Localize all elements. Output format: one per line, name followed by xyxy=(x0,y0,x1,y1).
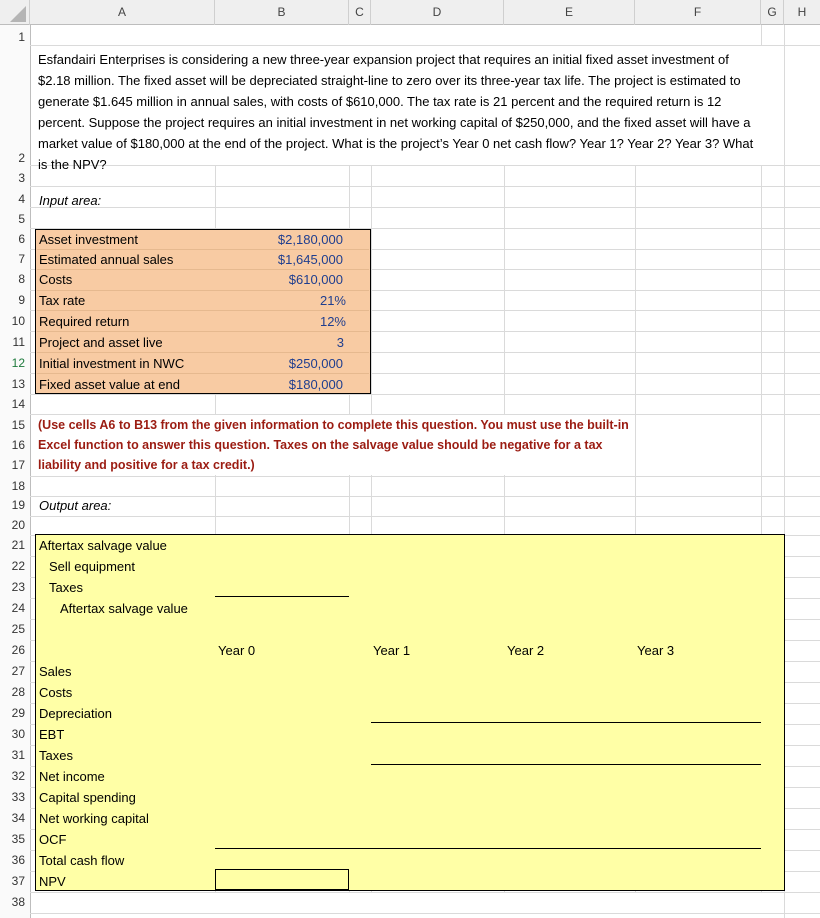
input-row-divider xyxy=(37,249,369,250)
input-value-annual-sales[interactable]: $1,645,000 xyxy=(277,252,343,267)
year-0-header: Year 0 xyxy=(218,643,256,658)
problem-text-line: generate $1.645 million in annual sales, with costs of $610,000. The tax rate is 21 percent and the required return is 12 xyxy=(38,94,722,109)
row-header-37[interactable]: 37 xyxy=(11,874,25,888)
row-header-33[interactable]: 33 xyxy=(11,790,25,804)
row-header-6[interactable]: 6 xyxy=(18,232,25,246)
input-label-costs[interactable]: Costs xyxy=(39,272,73,287)
input-label-asset-investment[interactable]: Asset investment xyxy=(39,232,138,247)
row-header-26[interactable]: 26 xyxy=(11,643,25,657)
input-value-asset-investment[interactable]: $2,180,000 xyxy=(277,232,343,247)
column-header-b[interactable]: B xyxy=(215,0,349,25)
row-gridline xyxy=(30,516,820,517)
row-header-14[interactable]: 14 xyxy=(11,397,25,411)
row-header-18[interactable]: 18 xyxy=(11,479,25,493)
input-value-fixed-asset-value[interactable]: $180,000 xyxy=(288,377,343,392)
output-answer-grid[interactable] xyxy=(215,661,761,868)
column-header-g[interactable]: G xyxy=(761,0,784,25)
input-row-divider xyxy=(37,290,369,291)
row-header-20[interactable]: 20 xyxy=(11,518,25,532)
salvage-aftertax-label: Aftertax salvage value xyxy=(60,601,188,616)
input-value-project-life[interactable]: 3 xyxy=(336,335,344,350)
salvage-taxes-answer[interactable] xyxy=(215,577,349,597)
input-label-project-life[interactable]: Project and asset live xyxy=(39,335,163,350)
salvage-taxes-label: Taxes xyxy=(49,580,83,595)
row-header-35[interactable]: 35 xyxy=(11,832,25,846)
output-label-net-working-capital: Net working capital xyxy=(39,811,149,826)
row-header-29[interactable]: 29 xyxy=(11,706,25,720)
instruction-line: Excel function to answer this question. Taxes on the salvage value should be negative for a tax xyxy=(38,438,603,452)
input-row-divider xyxy=(37,310,369,311)
problem-text-line: is the NPV? xyxy=(38,157,107,172)
column-header-a[interactable]: A xyxy=(30,0,215,25)
row-header-21[interactable]: 21 xyxy=(11,538,25,552)
input-label-initial-nwc[interactable]: Initial investment in NWC xyxy=(39,356,185,371)
column-header-e[interactable]: E xyxy=(504,0,635,25)
input-row-divider xyxy=(37,269,369,270)
row-header-32[interactable]: 32 xyxy=(11,769,25,783)
instruction-line: (Use cells A6 to B13 from the given information to complete this question. You must use the built-in xyxy=(38,418,629,432)
row-header-11[interactable]: 11 xyxy=(12,335,25,349)
row-header-13[interactable]: 13 xyxy=(11,377,25,391)
row-header-12[interactable]: 12 xyxy=(11,356,25,370)
row-header-30[interactable]: 30 xyxy=(11,727,25,741)
output-label-ebt: EBT xyxy=(39,727,65,742)
input-value-costs[interactable]: $610,000 xyxy=(288,272,343,287)
row-gridline xyxy=(30,186,820,187)
row-header-8[interactable]: 8 xyxy=(18,272,25,286)
row-gridline xyxy=(30,207,820,208)
output-label-costs: Costs xyxy=(39,685,73,700)
row-header-34[interactable]: 34 xyxy=(11,811,25,825)
column-header-d[interactable]: D xyxy=(371,0,504,25)
row-header-17[interactable]: 17 xyxy=(11,458,25,472)
row-gridline xyxy=(30,496,820,497)
input-label-required-return[interactable]: Required return xyxy=(39,314,130,329)
row-header-3[interactable]: 3 xyxy=(18,171,25,185)
input-area-label: Input area: xyxy=(39,193,102,208)
column-header-c[interactable]: C xyxy=(349,0,371,25)
npv-answer-cell[interactable] xyxy=(215,869,349,890)
year-2-header: Year 2 xyxy=(507,643,545,658)
input-label-fixed-asset-value[interactable]: Fixed asset value at end xyxy=(39,377,180,392)
row-gridline xyxy=(30,476,820,477)
problem-text-line: $2.18 million. The fixed asset will be depreciated straight-line to zero over its three-year tax life. The project is estimated to xyxy=(38,73,741,88)
row-header-24[interactable]: 24 xyxy=(11,601,25,615)
row-header-19[interactable]: 19 xyxy=(11,498,25,512)
row-gridline xyxy=(30,165,820,166)
row-gridline xyxy=(30,394,820,395)
row-header-2[interactable]: 2 xyxy=(18,151,25,165)
output-label-capital-spending: Capital spending xyxy=(39,790,136,805)
output-label-npv: NPV xyxy=(39,874,66,889)
salvage-title: Aftertax salvage value xyxy=(39,538,167,553)
output-label-ocf: OCF xyxy=(39,832,67,847)
row-header-7[interactable]: 7 xyxy=(18,252,25,266)
row-header-5[interactable]: 5 xyxy=(18,212,25,226)
row-header-1[interactable]: 1 xyxy=(18,30,25,44)
row-header-9[interactable]: 9 xyxy=(18,293,25,307)
input-value-initial-nwc[interactable]: $250,000 xyxy=(288,356,343,371)
year-1-header: Year 1 xyxy=(373,643,411,658)
row-header-27[interactable]: 27 xyxy=(11,664,25,678)
problem-text-line: Esfandairi Enterprises is considering a new three-year expansion project that requires an initial fixed asset investment of xyxy=(38,52,729,67)
output-label-total-cash-flow: Total cash flow xyxy=(39,853,125,868)
row-header-22[interactable]: 22 xyxy=(11,559,25,573)
column-header-h[interactable]: H xyxy=(797,5,807,19)
output-label-net-income: Net income xyxy=(39,769,105,784)
problem-text-line: percent. Suppose the project requires an initial investment in net working capital of $250,000, and the fixed asset will have a xyxy=(38,115,751,130)
row-header-23[interactable]: 23 xyxy=(11,580,25,594)
salvage-aftertax-answer[interactable] xyxy=(215,598,349,618)
row-header-4[interactable]: 4 xyxy=(18,192,25,206)
row-header-31[interactable]: 31 xyxy=(11,748,25,762)
input-label-tax-rate[interactable]: Tax rate xyxy=(39,293,86,308)
input-value-required-return[interactable]: 12% xyxy=(319,314,346,329)
salvage-sell-equipment-answer[interactable] xyxy=(215,556,349,576)
column-gridline xyxy=(761,25,762,45)
problem-text-line: market value of $180,000 at the end of the project. What is the project’s Year 0 net cash flow? Year 1? Year 2? Year 3? What xyxy=(38,136,754,151)
output-label-depreciation: Depreciation xyxy=(39,706,112,721)
row-header-36[interactable]: 36 xyxy=(11,853,25,867)
row-header-28[interactable]: 28 xyxy=(11,685,25,699)
year-3-header: Year 3 xyxy=(637,643,675,658)
input-row-divider xyxy=(37,373,369,374)
row-gridline xyxy=(30,913,820,914)
instruction-line: liability and positive for a tax credit.) xyxy=(38,458,255,472)
input-row-divider xyxy=(37,331,369,332)
select-all-corner[interactable] xyxy=(0,0,30,25)
row-header-16[interactable]: 16 xyxy=(11,438,25,452)
row-header-38[interactable]: 38 xyxy=(11,895,25,909)
column-header-f[interactable]: F xyxy=(635,0,761,25)
output-label-taxes: Taxes xyxy=(39,748,73,763)
output-area-label: Output area: xyxy=(39,498,112,513)
row-gridline xyxy=(30,892,820,893)
row-header-10[interactable]: 10 xyxy=(11,314,25,328)
input-value-tax-rate[interactable]: 21% xyxy=(319,293,346,308)
row-header-25[interactable]: 25 xyxy=(11,622,25,636)
input-label-annual-sales[interactable]: Estimated annual sales xyxy=(39,252,174,267)
output-label-sales: Sales xyxy=(39,664,72,679)
input-row-divider xyxy=(37,352,369,353)
row-header-15[interactable]: 15 xyxy=(11,418,25,432)
salvage-sell-equipment-label: Sell equipment xyxy=(49,559,135,574)
